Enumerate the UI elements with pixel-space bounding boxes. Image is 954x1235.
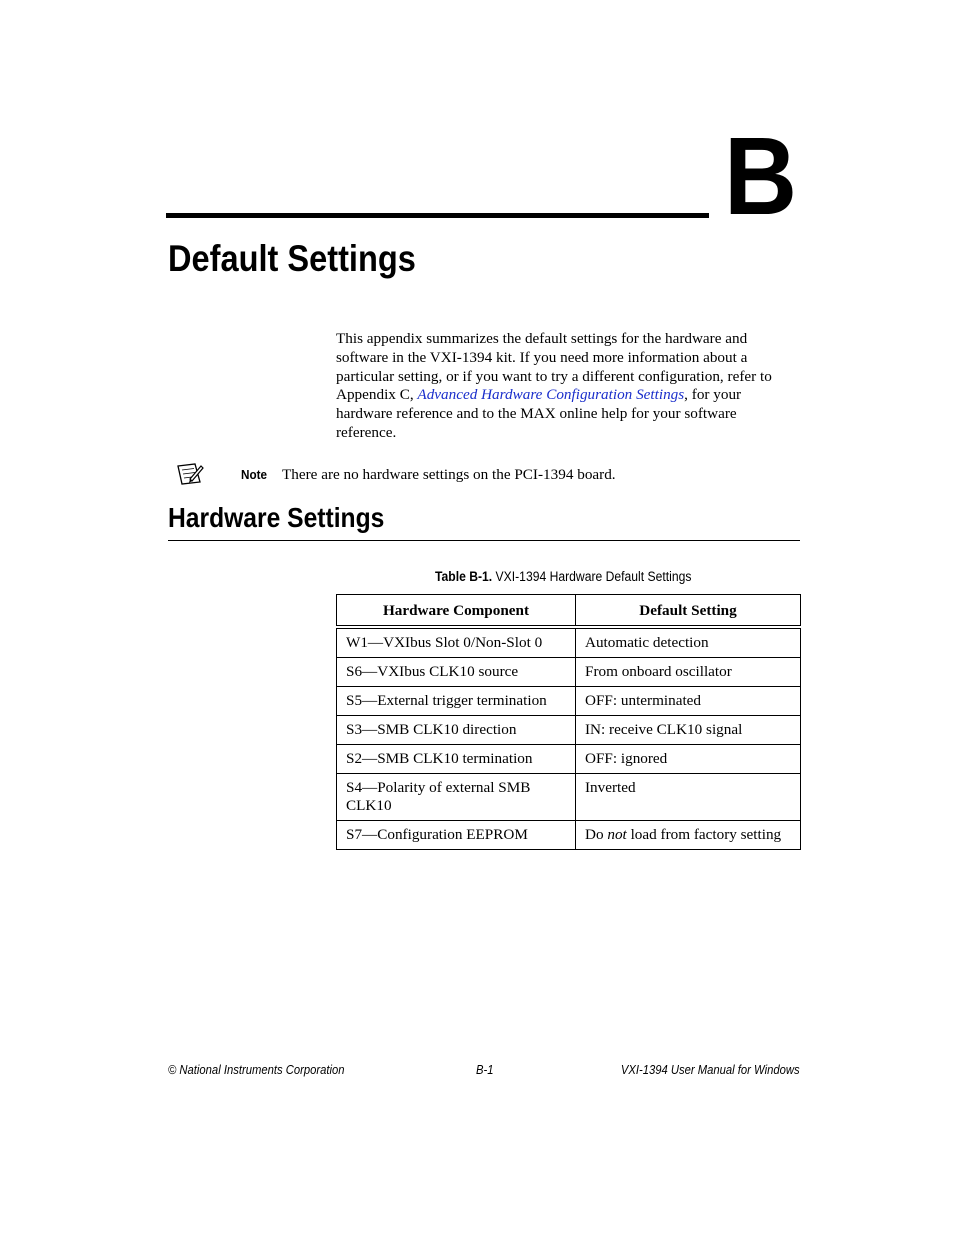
table-row xyxy=(337,658,801,687)
footer-manual-title: VXI-1394 User Manual for Windows xyxy=(621,1063,800,1077)
footer-page-number: B-1 xyxy=(476,1063,494,1077)
component-cell: S3—SMB CLK10 direction xyxy=(337,716,576,745)
component-cell: W1—VXIbus Slot 0/Non-Slot 0 xyxy=(337,627,576,658)
table-header-row xyxy=(337,595,801,628)
setting-cell xyxy=(576,821,801,850)
intro-text-end: , for your hardware reference and to the MAX online help for your software reference. xyxy=(336,386,742,441)
component-cell: S6—VXIbus CLK10 source xyxy=(337,658,576,687)
setting-cell: From onboard oscillator xyxy=(576,658,801,687)
section-title: Hardware Settings xyxy=(168,502,385,533)
note-text: There are no hardware settings on the PCI-1394 board. xyxy=(282,466,616,483)
chapter-rule xyxy=(166,213,709,218)
note-label: Note xyxy=(241,467,268,482)
hardware-settings-table xyxy=(336,594,801,850)
table-row xyxy=(337,627,801,658)
setting-emphasis: not xyxy=(607,826,627,843)
table-caption-text: VXI-1394 Hardware Default Settings xyxy=(495,569,692,584)
header-hardware-component: Hardware Component xyxy=(337,595,576,628)
table-row xyxy=(337,687,801,716)
section-rule xyxy=(168,540,800,541)
table-row xyxy=(337,774,801,821)
note-pencil-icon xyxy=(176,460,204,486)
table-row xyxy=(337,716,801,745)
component-cell: S5—External trigger termination xyxy=(337,687,576,716)
component-cell: S2—SMB CLK10 termination xyxy=(337,745,576,774)
component-cell: S4—Polarity of external SMB CLK10 xyxy=(337,774,576,821)
footer-copyright: © National Instruments Corporation xyxy=(168,1063,345,1077)
intro-text-start: This appendix summarizes the default settings for the hardware and software in the VXI-1394 kit. If you need more information about a particular setting, or if you want to try a different configuration, refer to Appendix C, xyxy=(336,330,772,404)
header-default-setting: Default Setting xyxy=(576,595,801,628)
setting-text-end: load from factory setting xyxy=(626,826,782,843)
setting-cell: OFF: ignored xyxy=(576,745,801,774)
setting-cell: OFF: unterminated xyxy=(576,687,801,716)
page-title: Default Settings xyxy=(168,238,416,279)
component-cell: S7—Configuration EEPROM xyxy=(337,821,576,850)
appendix-c-link[interactable]: Advanced Hardware Configuration Settings xyxy=(417,386,685,404)
setting-cell: Inverted xyxy=(576,774,801,821)
appendix-letter: B xyxy=(724,115,796,238)
setting-cell: IN: receive CLK10 signal xyxy=(576,716,801,745)
table-caption xyxy=(435,568,691,586)
setting-text-start: Do xyxy=(585,826,608,843)
table-row xyxy=(337,745,801,774)
setting-cell: Automatic detection xyxy=(576,627,801,658)
table-row xyxy=(337,821,801,850)
table-caption-label: Table B-1. xyxy=(435,569,493,584)
intro-paragraph xyxy=(336,330,776,443)
